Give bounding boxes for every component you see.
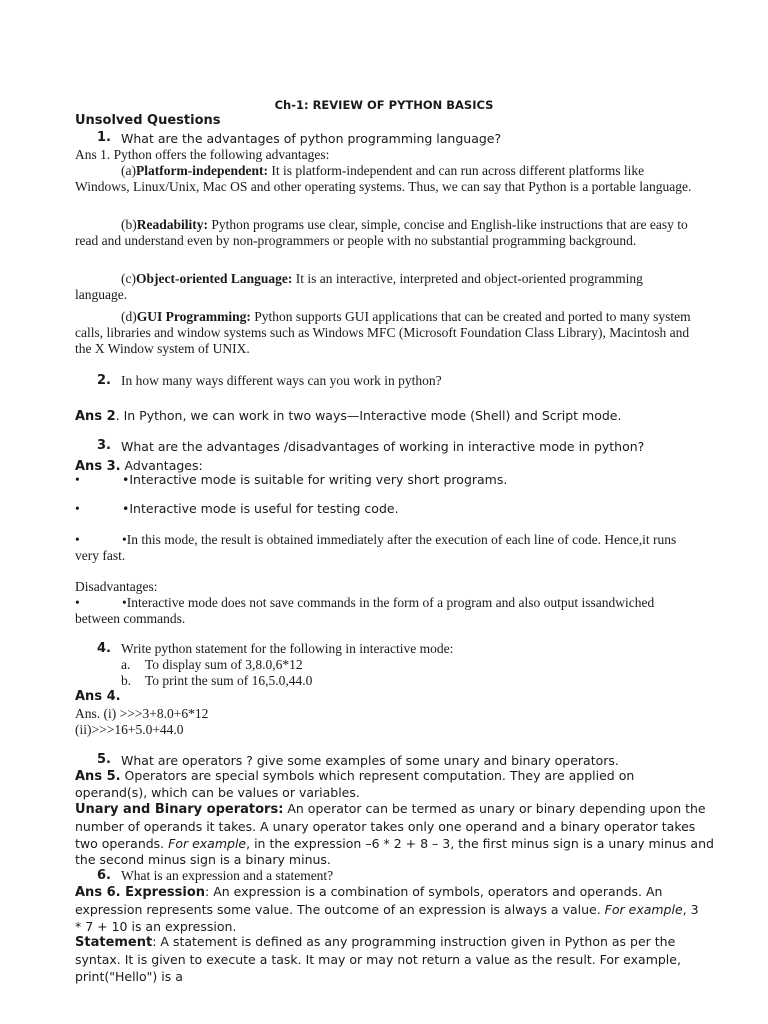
answer-label: Ans 4. [75, 689, 121, 704]
disadvantage-item: •Interactive mode does not save commands in the form of a program and also output issandwiched between commands. [75, 595, 655, 626]
answer-intro: Ans 1. Python offers the following advantages: [75, 147, 330, 162]
advantage-a [75, 163, 695, 195]
item-label: (b) [121, 217, 137, 232]
advantage-item: •In this mode, the result is obtained immediately after the execution of each line of code. Hence,it runs very fast. [75, 532, 677, 563]
item-text: It is an interactive, interpreted and object-oriented programming language. [75, 271, 643, 302]
item-term: GUI Programming: [136, 309, 251, 324]
answer-label: Ans 2 [75, 409, 116, 424]
bullet: • [75, 595, 80, 610]
advantage-item: •Interactive mode is useful for testing code. [122, 501, 399, 516]
term-label: Unary and Binary operators: [75, 802, 284, 817]
answer-6 [75, 884, 705, 935]
page-title: Ch-1: REVIEW OF PYTHON BASICS [274, 98, 494, 112]
bullet: • [75, 532, 80, 547]
advantage-c [75, 271, 695, 303]
question-number: 2. [97, 373, 111, 388]
subitem-label: b. [121, 673, 132, 688]
question-number: 3. [97, 438, 111, 453]
item-text: It is platform-independent and can run across different platforms like Windows, Linux/Unix, Mac OS and other operating systems. Thus, we can say that Python is a portable language. [75, 163, 692, 194]
subitem-label: a. [121, 657, 131, 672]
paragraph-text: An operator can be termed as unary or binary depending upon the number of operands it takes. A unary operator takes only one operand and a binary operator takes two operands. [75, 801, 706, 851]
question-number: 4. [97, 641, 111, 656]
answer-label: Ans 3. [75, 459, 121, 474]
subitem-text: To display sum of 3,8.0,6*12 [145, 657, 303, 672]
question-text: What is an expression and a statement? [121, 868, 334, 883]
term-label: Statement [75, 935, 153, 950]
advantage-b [75, 217, 695, 249]
question-number: 1. [97, 130, 111, 145]
item-term: Readability: [136, 217, 209, 232]
unary-binary-paragraph [75, 801, 715, 869]
item-label: (a) [121, 163, 136, 178]
paragraph-text: : A statement is defined as any programming instruction given in Python as per the syntax. It is given to execute a task. It may or may not return a value as the result. For example, print("Hello") is a [75, 934, 681, 984]
item-label: (d) [121, 309, 137, 324]
answer-label: Ans 5. [75, 769, 121, 784]
item-text: Python supports GUI applications that can be created and ported to many system calls, libraries and window systems such as Windows MFC (Microsoft Foundation Class Library), Macintosh and the X Window system of UNIX. [75, 309, 691, 356]
bullet: • [75, 501, 80, 516]
item-term: Object-oriented Language: [135, 271, 293, 286]
question-text: What are operators ? give some examples of some unary and binary operators. [121, 753, 619, 768]
advantage-d [75, 309, 695, 357]
section-heading: Unsolved Questions [75, 113, 221, 128]
answer-line: (ii)>>>16+5.0+44.0 [75, 722, 184, 737]
italic-text: For example [168, 835, 247, 851]
item-text: Python programs use clear, simple, concise and English-like instructions that are easy to read and understand even by non-programmers or people with no substantial programming background. [75, 217, 688, 248]
question-text: What are the advantages /disadvantages of working in interactive mode in python? [121, 439, 645, 454]
question-text: In how many ways different ways can you work in python? [121, 373, 442, 388]
italic-text: For example [604, 901, 683, 917]
statement-paragraph [75, 934, 715, 985]
item-label: (c) [121, 271, 136, 286]
question-text: Write python statement for the following in interactive mode: [121, 641, 454, 656]
answer-text: : An expression is a combination of symbols, operators and operands. An expression represents some value. The outcome of an expression is always a value. [75, 884, 663, 917]
answer-text: . In Python, we can work in two ways—Interactive mode (Shell) and Script mode. [115, 408, 622, 423]
answer-label: Ans 6. Expression [75, 885, 206, 900]
answer-text: , 3 * 7 + 10 is an expression. [75, 901, 699, 934]
bullet: • [75, 472, 80, 487]
subitem-text: To print the sum of 16,5.0,44.0 [145, 673, 313, 688]
disadvantages-heading: Disadvantages: [75, 579, 158, 594]
item-term: Platform-independent: [135, 163, 268, 178]
question-text: What are the advantages of python programming language? [121, 131, 502, 146]
question-number: 6. [97, 868, 111, 883]
answer-5 [75, 768, 700, 801]
answer-text: Advantages: [120, 458, 203, 473]
answer-line: Ans. (i) >>>3+8.0+6*12 [75, 706, 209, 721]
advantage-item: •Interactive mode is suitable for writing very short programs. [122, 472, 508, 487]
answer-text: Operators are special symbols which represent computation. They are applied on operand(s), which can be values or variables. [75, 768, 635, 800]
paragraph-text: , in the expression –6 * 2 + 8 – 3, the first minus sign is a unary minus and the second minus sign is a binary minus. [75, 835, 714, 868]
answer-2 [75, 405, 621, 424]
question-number: 5. [97, 752, 111, 767]
